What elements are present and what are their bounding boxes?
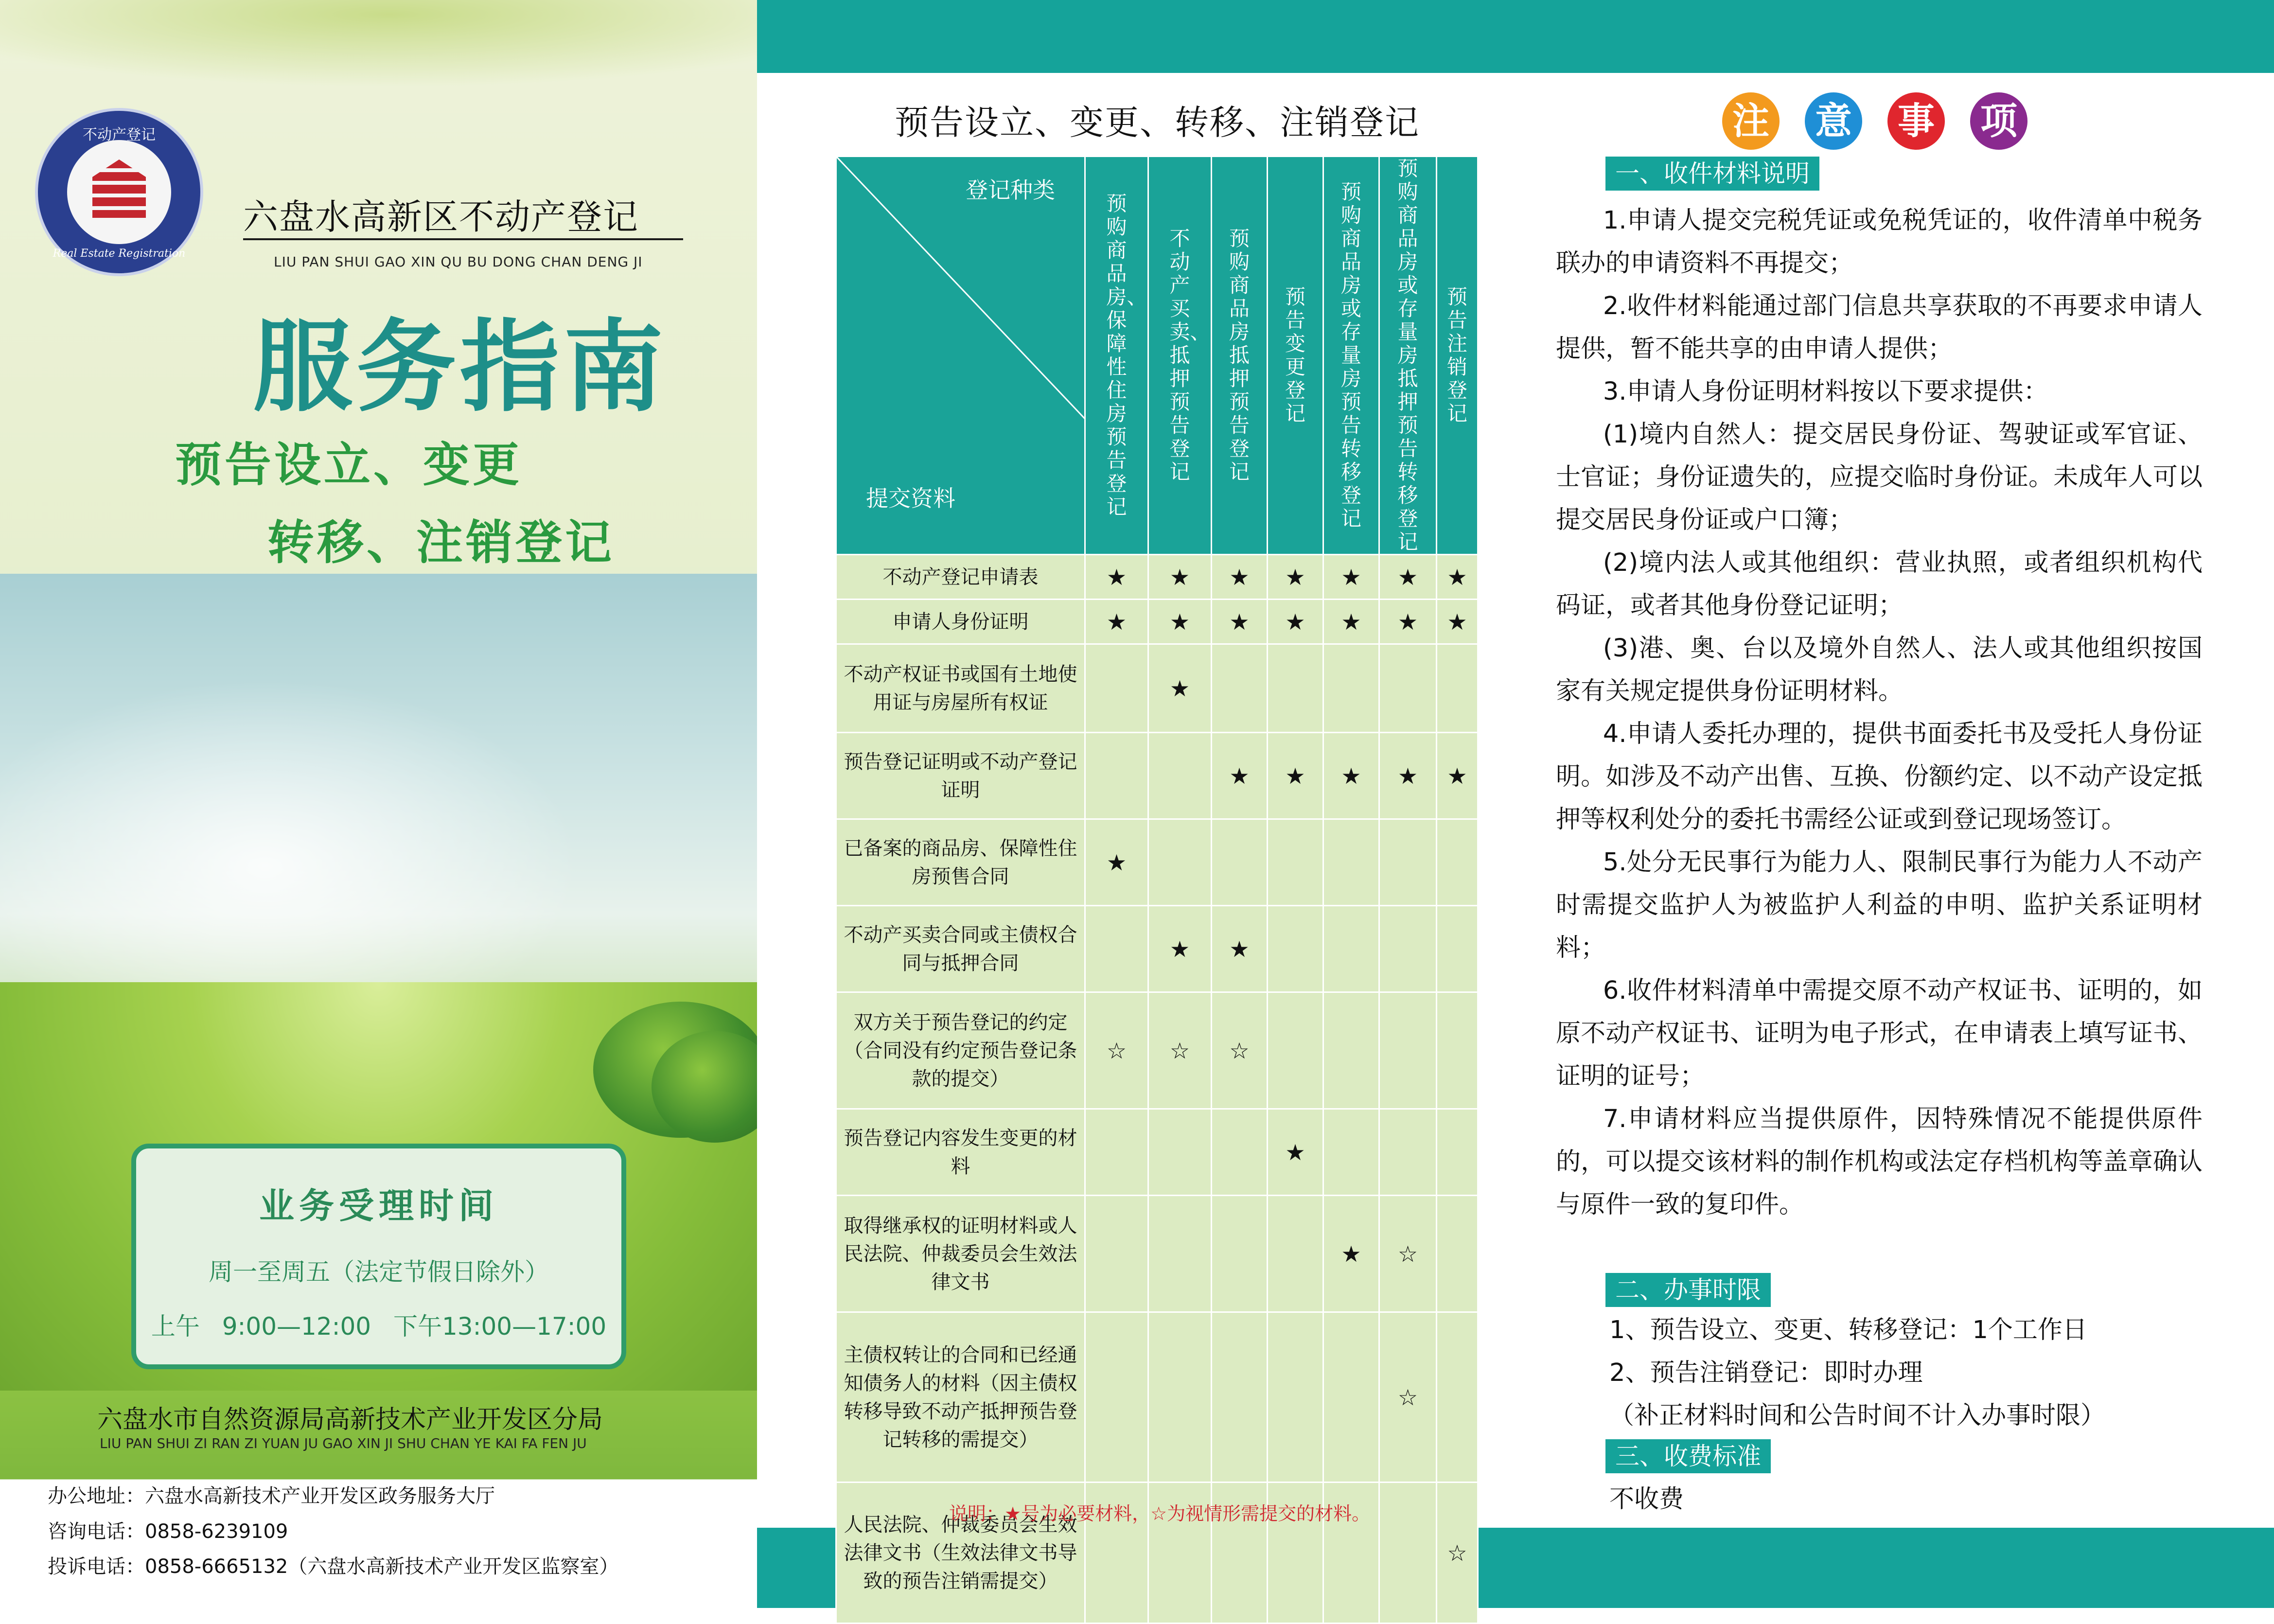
mark-cell [1379, 555, 1437, 600]
required-star-icon: ★ [1397, 608, 1418, 635]
mark-cell [1437, 906, 1478, 992]
mark-cell [1437, 644, 1478, 733]
mark-cell [1148, 555, 1212, 600]
mark-cell [1085, 992, 1148, 1109]
mark-cell [1085, 1312, 1148, 1483]
mark-cell [1323, 555, 1379, 600]
material-cell: 双方关于预告登记的约定（合同没有约定预告登记条款的提交） [836, 992, 1085, 1109]
optional-star-icon: ☆ [1447, 1539, 1467, 1566]
divider [243, 238, 683, 240]
optional-star-icon: ☆ [1229, 1037, 1250, 1064]
fee-block [1556, 1478, 2203, 1521]
mark-cell [1148, 1312, 1212, 1483]
mark-cell [1268, 733, 1323, 819]
mark-cell [1085, 819, 1148, 906]
required-star-icon: ★ [1285, 564, 1305, 590]
material-cell: 预告登记证明或不动产登记证明 [836, 733, 1085, 819]
header-swoosh [0, 0, 757, 88]
time-limit-item: 2、预告注销登记：即时办理 [1609, 1359, 1923, 1387]
department-name-cn: 六盘水市自然资源局高新技术产业开发区分局 [97, 1405, 603, 1434]
mark-cell [1148, 992, 1212, 1109]
mark-cell [1379, 1312, 1437, 1483]
notice-item: (2)境内法人或其他组织：营业执照，或者组织机构代码证，或者其他身份登记证明； [1556, 548, 2203, 620]
time-limit-item: （补正材料时间和公告时间不计入办事时限） [1609, 1401, 2106, 1430]
mark-cell [1379, 992, 1437, 1109]
material-cell: 不动产登记申请表 [836, 555, 1085, 600]
mark-cell [1379, 644, 1437, 733]
required-star-icon: ★ [1397, 564, 1418, 590]
mark-cell [1437, 819, 1478, 906]
notice-item: 4.申请人委托办理的，提供书面委托书及受托人身份证明。如涉及不动产出售、互换、份额约定、以不动产设定抵押等权利处分的委托书需经公证或到登记现场签订。 [1556, 720, 2203, 834]
notice-item: 3.申请人身份证明材料按以下要求提供： [1603, 377, 2048, 406]
required-star-icon: ★ [1341, 564, 1361, 590]
section-heading: 二、办事时限 [1605, 1273, 1771, 1307]
mark-cell [1437, 733, 1478, 819]
corner-label-materials: 提交资料 [866, 485, 955, 512]
top-band [757, 0, 2274, 73]
material-cell: 预告登记内容发生变更的材料 [836, 1109, 1085, 1196]
logo-ring-en: Real Estate Registration [53, 247, 186, 260]
fee-text: 不收费 [1609, 1485, 1684, 1514]
mark-cell [1323, 1109, 1379, 1196]
mark-cell [1437, 1196, 1478, 1312]
table-row [836, 992, 1478, 1109]
mark-cell [1085, 1196, 1148, 1312]
required-star-icon: ★ [1229, 608, 1250, 635]
required-star-icon: ★ [1169, 675, 1190, 702]
mark-cell [1148, 733, 1212, 819]
material-cell: 主债权转让的合同和已经通知债务人的材料（因主债权转移导致不动产抵押预告登记转移的需提交） [836, 1312, 1085, 1483]
notice-badge: 注 [1722, 92, 1780, 150]
optional-star-icon: ☆ [1169, 1037, 1190, 1064]
org-name-cn: 六盘水高新区不动产登记 [243, 196, 639, 237]
mark-cell [1437, 992, 1478, 1109]
mark-cell [1379, 733, 1437, 819]
notice-text-block [1556, 199, 2203, 1226]
mark-cell [1323, 992, 1379, 1109]
required-star-icon: ★ [1169, 936, 1190, 962]
section-heading: 三、收费标准 [1605, 1439, 1771, 1473]
notice-badge: 事 [1887, 92, 1945, 150]
table-corner-header [836, 157, 1085, 555]
notice-item: 2.收件材料能通过部门信息共享获取的不再要求申请人提供，暂不能共享的由申请人提供； [1556, 292, 2203, 363]
business-hours-box [131, 1144, 626, 1369]
mark-cell [1323, 906, 1379, 992]
department-name-pinyin: LIU PAN SHUI ZI RAN ZI YUAN JU GAO XIN JI SHU CHAN YE KAI FA FEN JU [100, 1435, 587, 1451]
required-star-icon: ★ [1106, 608, 1127, 635]
material-cell: 申请人身份证明 [836, 600, 1085, 644]
mark-cell [1268, 644, 1323, 733]
notice-item: (3)港、奥、台以及境外自然人、法人或其他组织按国家有关规定提供身份证明材料。 [1556, 634, 2203, 706]
optional-star-icon: ☆ [1397, 1384, 1418, 1411]
office-address: 办公地址：六盘水高新技术产业开发区政务服务大厅 [48, 1485, 495, 1507]
mark-cell [1148, 906, 1212, 992]
optional-star-icon: ☆ [1397, 1240, 1418, 1267]
page-title: 服务指南 [253, 309, 667, 425]
mark-cell [1437, 600, 1478, 644]
mark-cell [1268, 819, 1323, 906]
mark-cell [1437, 1483, 1478, 1624]
mark-cell [1437, 555, 1478, 600]
notice-item: 1.申请人提交完税凭证或免税凭证的，收件清单中税务联办的申请资料不再提交； [1556, 206, 2203, 278]
column-header-label: 预购商品房或存量房预告转移登记 [1341, 180, 1362, 530]
cover-panel [0, 0, 757, 1608]
optional-star-icon: ☆ [1106, 1037, 1127, 1064]
table-row [836, 733, 1478, 819]
table-row [836, 644, 1478, 733]
required-star-icon: ★ [1285, 1139, 1305, 1165]
materials-table [835, 156, 1479, 1624]
mark-cell [1323, 600, 1379, 644]
required-star-icon: ★ [1229, 564, 1250, 590]
mark-cell [1085, 555, 1148, 600]
material-cell: 不动产买卖合同或主债权合同与抵押合同 [836, 906, 1085, 992]
mark-cell [1268, 600, 1323, 644]
mark-cell [1212, 555, 1268, 600]
material-cell: 不动产权证书或国有土地使用证与房屋所有权证 [836, 644, 1085, 733]
table-row [836, 1109, 1478, 1196]
column-header [1379, 157, 1437, 555]
mark-cell [1212, 1312, 1268, 1483]
mark-cell [1148, 644, 1212, 733]
mark-cell [1437, 1109, 1478, 1196]
required-star-icon: ★ [1169, 608, 1190, 635]
mark-cell [1323, 1312, 1379, 1483]
subtitle-line-2: 转移、注销登记 [267, 515, 615, 570]
column-header-label: 预购商品房或存量房抵押预告转移登记 [1397, 157, 1418, 554]
complaint-phone: 投诉电话：0858-6665132（六盘水高新技术产业开发区监察室） [48, 1555, 619, 1578]
inquiry-phone: 咨询电话：0858-6239109 [48, 1520, 288, 1543]
mark-cell [1268, 555, 1323, 600]
mark-cell [1212, 644, 1268, 733]
mark-cell [1212, 906, 1268, 992]
mark-cell [1148, 1109, 1212, 1196]
mark-cell [1212, 600, 1268, 644]
mark-cell [1085, 733, 1148, 819]
notice-badges [1722, 92, 2053, 150]
real-estate-logo [35, 108, 203, 276]
corner-label-type: 登记种类 [966, 177, 1055, 203]
required-star-icon: ★ [1229, 762, 1250, 789]
mark-cell [1323, 644, 1379, 733]
mark-cell [1212, 992, 1268, 1109]
table-row [836, 1196, 1478, 1312]
subtitle-line-1: 预告设立、变更 [175, 438, 522, 492]
mark-cell [1323, 819, 1379, 906]
required-star-icon: ★ [1169, 564, 1190, 590]
required-star-icon: ★ [1229, 936, 1250, 962]
mark-cell [1148, 600, 1212, 644]
mark-cell [1268, 1109, 1323, 1196]
column-header [1437, 157, 1478, 555]
mark-cell [1268, 992, 1323, 1109]
mark-cell [1148, 1196, 1212, 1312]
mark-cell [1323, 733, 1379, 819]
required-star-icon: ★ [1285, 608, 1305, 635]
table-title: 预告设立、变更、转移、注销登记 [895, 103, 1420, 142]
material-cell: 已备案的商品房、保障性住房预售合同 [836, 819, 1085, 906]
mark-cell [1212, 1109, 1268, 1196]
mark-cell [1437, 1312, 1478, 1483]
required-star-icon: ★ [1106, 849, 1127, 876]
notice-item: 6.收件材料清单中需提交原不动产权证书、证明的，如原不动产权证书、证明为电子形式，在申请表上填写证书、证明的证号； [1556, 976, 2203, 1091]
mark-cell [1379, 1483, 1437, 1624]
notice-item: (1)境内自然人：提交居民身份证、驾驶证或军官证、士官证；身份证遗失的，应提交临时身份证。未成年人可以提交居民身份证或户口簿； [1556, 420, 2203, 534]
logo-ring-text: 不动产登记 [83, 126, 156, 143]
table-row [836, 1312, 1478, 1483]
mark-cell [1379, 1196, 1437, 1312]
hours-days: 周一至周五（法定节假日除外） [209, 1258, 549, 1286]
time-limit-item: 1、预告设立、变更、转移登记：1个工作日 [1609, 1316, 2087, 1344]
mark-cell [1212, 819, 1268, 906]
required-star-icon: ★ [1447, 564, 1467, 590]
section-heading: 一、收件材料说明 [1605, 157, 1819, 191]
mark-cell [1323, 1196, 1379, 1312]
required-star-icon: ★ [1447, 608, 1467, 635]
mark-cell [1085, 600, 1148, 644]
mark-cell [1212, 733, 1268, 819]
mark-cell [1268, 1196, 1323, 1312]
column-header [1212, 157, 1268, 555]
notice-item: 7.申请材料应当提供原件，因特殊情况不能提供原件的，可以提交该材料的制作机构或法定存档机构等盖章确认与原件一致的复印件。 [1556, 1105, 2203, 1219]
column-header [1148, 157, 1212, 555]
column-header [1268, 157, 1323, 555]
required-star-icon: ★ [1341, 608, 1361, 635]
table-row [836, 819, 1478, 906]
column-header-label: 预告变更登记 [1285, 285, 1306, 425]
notice-badge: 意 [1805, 92, 1862, 150]
required-star-icon: ★ [1285, 762, 1305, 789]
mark-cell [1268, 1312, 1323, 1483]
material-cell: 取得继承权的证明材料或人民法院、仲裁委员会生效法律文书 [836, 1196, 1085, 1312]
required-star-icon: ★ [1397, 762, 1418, 789]
table-row [836, 555, 1478, 600]
mark-cell [1268, 906, 1323, 992]
hours-title: 业务受理时间 [259, 1185, 498, 1226]
required-star-icon: ★ [1341, 1240, 1361, 1267]
required-star-icon: ★ [1106, 564, 1127, 590]
mark-cell [1085, 906, 1148, 992]
column-header-label: 预购商品房抵押预告登记 [1229, 227, 1250, 484]
mark-cell [1148, 819, 1212, 906]
table-header-row [836, 157, 1478, 555]
table-row [836, 600, 1478, 644]
required-star-icon: ★ [1341, 762, 1361, 789]
material-cell: 人民法院、仲裁委员会生效法律文书（生效法律文书导致的预告注销需提交） [836, 1483, 1085, 1624]
mark-cell [1379, 819, 1437, 906]
table-legend-note: 说明：★号为必要材料，☆为视情形需提交的材料。 [949, 1503, 1371, 1524]
mark-cell [1379, 906, 1437, 992]
column-header [1085, 157, 1148, 555]
org-name-pinyin: LIU PAN SHUI GAO XIN QU BU DONG CHAN DENG JI [274, 254, 643, 270]
table-body [836, 555, 1478, 1624]
column-header-label: 不动产买卖、抵押预告登记 [1169, 227, 1211, 484]
required-star-icon: ★ [1447, 762, 1467, 789]
column-header-label: 预告注销登记 [1447, 285, 1468, 425]
column-header-label: 预购商品房、保障性住房预告登记 [1106, 192, 1147, 519]
mark-cell [1379, 1109, 1437, 1196]
table-row [836, 906, 1478, 992]
mark-cell [1085, 1109, 1148, 1196]
notice-badge: 项 [1970, 92, 2027, 150]
time-limit-block [1556, 1309, 2203, 1437]
column-header [1323, 157, 1379, 555]
notice-item: 5.处分无民事行为能力人、限制民事行为能力人不动产时需提交监护人为被监护人利益的申明、监护关系证明材料； [1556, 848, 2203, 962]
mark-cell [1212, 1196, 1268, 1312]
hours-times: 上午 9:00—12:00 下午13:00—17:00 [151, 1312, 607, 1341]
mark-cell [1379, 600, 1437, 644]
mark-cell [1085, 644, 1148, 733]
